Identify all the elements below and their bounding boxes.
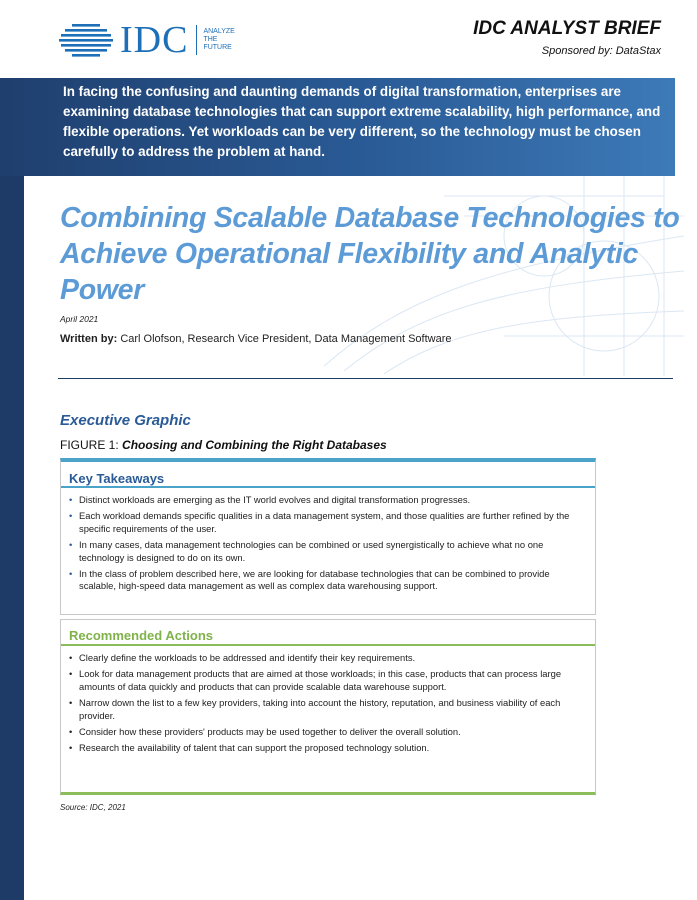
source-note: Source: IDC, 2021 (60, 803, 126, 812)
list-item: • Each workload demands specific qualities in a data management system, and those qualities are further refined by the specific requirements of the user. (79, 510, 587, 535)
publish-date: April 2021 (60, 314, 99, 324)
left-accent-bar (0, 78, 24, 900)
tagline-line-1: ANALYZE (203, 28, 235, 35)
actions-separator (61, 644, 595, 646)
recommended-actions-box (60, 619, 596, 795)
sponsored-by: Sponsored by: DataStax (541, 45, 661, 57)
author-line (60, 333, 452, 345)
page-title: Combining Scalable Database Technologies to Achieve Operational Flexibility and Analytic Power (60, 202, 680, 306)
actions-list (61, 652, 595, 755)
banner-text: In facing the confusing and daunting demands of digital transformation, enterprises are examining database technologies that can support extreme scalability, high performance, and flexible operations. Yet workloads can be very different, so the technology must be chosen carefully to address the problem at hand. (63, 84, 661, 159)
list-item: • Consider how these providers' products may be used together to deliver the overall solution. (79, 726, 587, 738)
list-item: • Look for data management products that are aimed at those workloads; in this case, products that can process large amounts of data quickly and products that can provide scalable data warehouse support. (79, 668, 587, 693)
logo-divider (196, 25, 197, 55)
list-item: • Clearly define the workloads to be addressed and identify their key requirements. (79, 652, 587, 664)
list-item: • In the class of problem described here, we are looking for database technologies that can be combined to provide scalable, high-speed data management as well as complex data warehousing support. (79, 568, 587, 593)
key-takeaways-heading: Key Takeaways (69, 471, 165, 486)
list-item: • In many cases, data management technologies can be combined or used synergistically to achieve what no one technology is designed to do on its own. (79, 539, 587, 564)
written-by-label: Written by: (60, 333, 118, 345)
idc-logo (58, 19, 235, 61)
figure-title: Choosing and Combining the Right Databases (122, 438, 387, 452)
takeaways-separator (61, 486, 595, 488)
key-takeaways-box (60, 458, 596, 615)
brief-title: IDC ANALYST BRIEF (473, 18, 661, 39)
list-item: • Narrow down the list to a few key providers, taking into account the history, reputation, and business viability of each provider. (79, 697, 587, 722)
globe-icon (58, 22, 114, 58)
tagline-line-3: FUTURE (203, 44, 232, 51)
takeaways-list (61, 494, 595, 593)
logo-tagline (203, 28, 234, 52)
figure-label: FIGURE 1: (60, 438, 119, 452)
author-name: Carl Olofson, Research Vice President, Data Management Software (120, 333, 452, 345)
figure-caption (60, 438, 387, 452)
page-header (0, 0, 697, 78)
divider (58, 378, 673, 379)
logo-wordmark: IDC (120, 19, 189, 61)
section-heading: Executive Graphic (60, 412, 191, 429)
list-item: • Distinct workloads are emerging as the IT world evolves and digital transformation progresses. (79, 494, 587, 506)
tagline-line-2: THE (203, 36, 218, 43)
list-item: • Research the availability of talent that can support the proposed technology solution. (79, 742, 587, 754)
intro-banner (0, 78, 675, 176)
recommended-actions-heading: Recommended Actions (69, 628, 213, 643)
